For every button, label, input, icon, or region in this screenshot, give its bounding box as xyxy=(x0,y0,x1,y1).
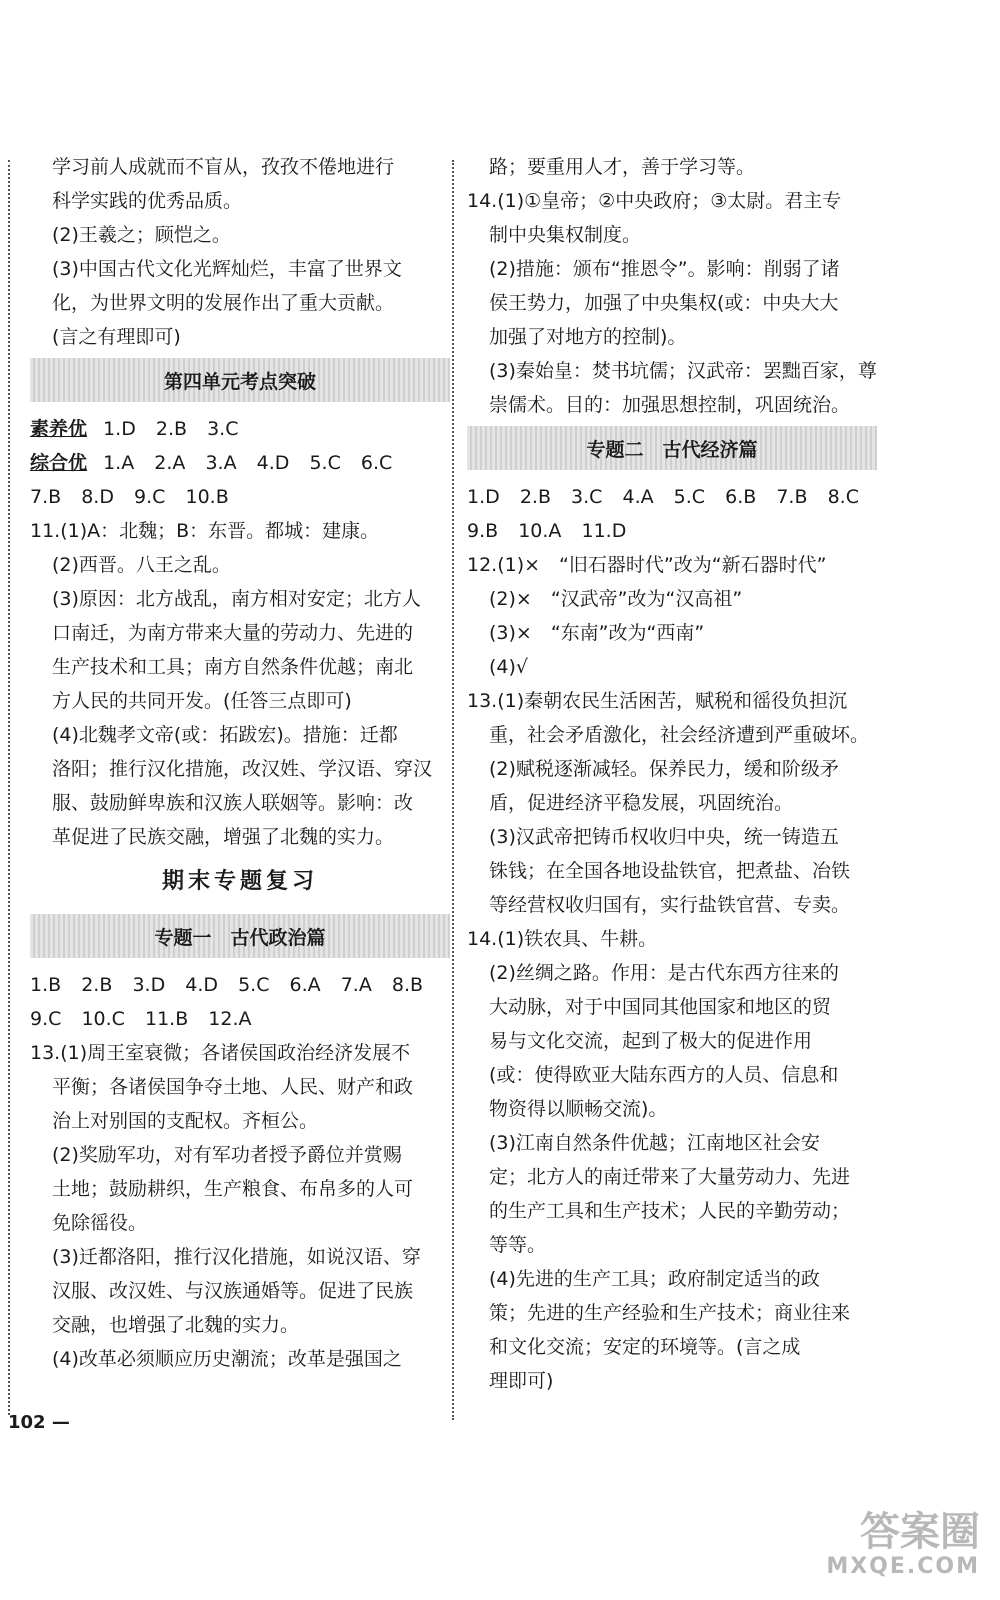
text-line: 土地；鼓励耕织，生产粮食、布帛多的人可 xyxy=(52,1178,414,1200)
text-line: 等等。 xyxy=(489,1234,547,1256)
answer-item: 1.A xyxy=(103,452,135,474)
text-line: 服、鼓励鲜卑族和汉族人联姻等。影响：改 xyxy=(52,792,414,814)
text-line: 汉服、改汉姓、与汉族通婚等。促进了民族 xyxy=(52,1280,414,1302)
text-line: (3)汉武帝把铸币权收归中央，统一铸造五 xyxy=(489,826,839,848)
topic2-answer-row xyxy=(467,480,877,514)
answer-item: 1.D xyxy=(103,418,136,440)
text-line: (3)秦始皇：焚书坑儒；汉武帝：罢黜百家，尊 xyxy=(489,360,877,382)
text-line: 易与文化交流，起到了极大的促进作用 xyxy=(489,1030,813,1052)
left-column xyxy=(30,150,450,1376)
answer-item: 4.A xyxy=(622,486,654,508)
answer-item: 7.B xyxy=(776,486,808,508)
section-heading-topic1 xyxy=(30,914,450,958)
answer-item: 2.B xyxy=(81,974,113,996)
answer-item: 7.B xyxy=(30,486,62,508)
text-line: 等经营权收归国有，实行盐铁官营、专卖。 xyxy=(489,894,851,916)
watermark-url: MXQE.COM xyxy=(826,1554,980,1579)
answer-item: 10.C xyxy=(81,1008,125,1030)
answer-item: 3.D xyxy=(132,974,166,996)
text-line: 14.(1)铁农具、牛耕。 xyxy=(467,928,658,950)
text-line: (2)西晋。八王之乱。 xyxy=(52,554,231,576)
text-line: 加强了对地方的控制)。 xyxy=(489,326,687,348)
text-line: 生产技术和工具；南方自然条件优越；南北 xyxy=(52,656,414,678)
suyang-label: 素养优 xyxy=(30,418,88,440)
answer-item: 8.B xyxy=(391,974,424,996)
answer-item: 8.D xyxy=(81,486,114,508)
answer-item: 5.C xyxy=(238,974,270,996)
text-line: 化，为世界文明的发展作出了重大贡献。 xyxy=(52,292,395,314)
text-line: 物资得以顺畅交流)。 xyxy=(489,1098,668,1120)
answer-item: 2.B xyxy=(519,486,551,508)
text-line: 的生产工具和生产技术；人民的辛勤劳动； xyxy=(489,1200,851,1222)
section-heading-text: 专题一 古代政治篇 xyxy=(154,926,326,949)
suyang-answer-row xyxy=(30,412,450,446)
page-number: 102 — xyxy=(8,1412,70,1433)
text-line: (2)奖励军功，对有军功者授予爵位并赏赐 xyxy=(52,1144,402,1166)
zonghe-answer-row-2 xyxy=(30,480,450,514)
text-line: 策；先进的生产经验和生产技术；商业往来 xyxy=(489,1302,851,1324)
answer-item: 6.B xyxy=(725,486,757,508)
text-line: 方人民的共同开发。(任答三点即可) xyxy=(52,690,352,712)
text-line: 和文化交流；安定的环境等。(言之成 xyxy=(489,1336,801,1358)
left-margin-dotted-line xyxy=(8,160,10,1415)
zonghe-label: 综合优 xyxy=(30,452,88,474)
text-line: 交融，也增强了北魏的实力。 xyxy=(52,1314,300,1336)
text-line: 定；北方人的南迁带来了大量劳动力、先进 xyxy=(489,1166,851,1188)
answer-item: 8.C xyxy=(827,486,859,508)
zonghe-answer-row xyxy=(30,446,450,480)
answer-item: 5.C xyxy=(673,486,706,508)
topic1-answer-row-2 xyxy=(30,1002,450,1036)
text-line: (或：使得欧亚大陆东西方的人员、信息和 xyxy=(489,1064,839,1086)
text-line: 重，社会矛盾激化，社会经济遭到严重破坏。 xyxy=(489,724,870,746)
section-heading-unit4 xyxy=(30,358,450,402)
text-line: 制中央集权制度。 xyxy=(489,224,642,246)
text-line: 路；要重用人才，善于学习等。 xyxy=(489,156,756,178)
text-line: 理即可) xyxy=(489,1370,554,1392)
answer-item: 9.C xyxy=(30,1008,62,1030)
text-line: (4)北魏孝文帝(或：拓跋宏)。措施：迁都 xyxy=(52,724,398,746)
text-line: (4)√ xyxy=(489,656,529,678)
answer-item: 10.B xyxy=(185,486,229,508)
answer-item: 9.B xyxy=(467,520,499,542)
text-line: 治上对别国的支配权。齐桓公。 xyxy=(52,1110,319,1132)
text-line: (3)× “东南”改为“西南” xyxy=(489,622,705,644)
answer-item: 3.C xyxy=(207,418,239,440)
answer-item: 6.A xyxy=(289,974,321,996)
text-line: 13.(1)秦朝农民生活困苦，赋税和徭役负担沉 xyxy=(467,690,848,712)
answer-item: 10.A xyxy=(518,520,562,542)
final-review-title: 期末专题复习 xyxy=(161,869,318,894)
text-line: (4)先进的生产工具；政府制定适当的政 xyxy=(489,1268,820,1290)
text-line: 大动脉，对于中国同其他国家和地区的贸 xyxy=(489,996,832,1018)
answer-item: 4.D xyxy=(256,452,290,474)
text-line: 11.(1)A：北魏；B：东晋。都城：建康。 xyxy=(30,520,380,542)
text-line: 学习前人成就而不盲从，孜孜不倦地进行 xyxy=(52,156,395,178)
text-line: 口南迁，为南方带来大量的劳动力、先进的 xyxy=(52,622,414,644)
text-line: (2)措施：颁布“推恩令”。影响：削弱了诸 xyxy=(489,258,840,280)
section-heading-text: 专题二 古代经济篇 xyxy=(586,438,758,461)
text-line: (2)丝绸之路。作用：是古代东西方往来的 xyxy=(489,962,839,984)
answer-item: 6.C xyxy=(360,452,393,474)
text-line: 科学实践的优秀品质。 xyxy=(52,190,243,212)
text-line: (3)中国古代文化光辉灿烂，丰富了世界文 xyxy=(52,258,402,280)
text-line: (3)江南自然条件优越；江南地区社会安 xyxy=(489,1132,820,1154)
column-divider xyxy=(452,160,454,1420)
text-line: 侯王势力，加强了中央集权(或：中央大大 xyxy=(489,292,839,314)
text-line: (4)改革必须顺应历史潮流；改革是强国之 xyxy=(52,1348,402,1370)
text-line: 盾，促进经济平稳发展，巩固统治。 xyxy=(489,792,794,814)
answer-item: 5.C xyxy=(309,452,341,474)
answer-item: 3.A xyxy=(205,452,237,474)
text-line: (3)迁都洛阳，推行汉化措施，如说汉语、穿 xyxy=(52,1246,421,1268)
answer-item: 4.D xyxy=(185,974,219,996)
text-line: (言之有理即可) xyxy=(52,326,181,348)
text-line: (2)王羲之；顾恺之。 xyxy=(52,224,231,246)
watermark xyxy=(826,1510,980,1579)
text-line: 革促进了民族交融，增强了北魏的实力。 xyxy=(52,826,395,848)
text-line: 12.(1)× “旧石器时代”改为“新石器时代” xyxy=(467,554,827,576)
section-heading-topic2 xyxy=(467,426,877,470)
watermark-logo: 答案圈 xyxy=(860,1509,980,1555)
text-line: 13.(1)周王室衰微；各诸侯国政治经济发展不 xyxy=(30,1042,411,1064)
section-heading-text: 第四单元考点突破 xyxy=(163,370,316,393)
text-line: 平衡；各诸侯国争夺土地、人民、财产和政 xyxy=(52,1076,414,1098)
answer-item: 12.A xyxy=(208,1008,252,1030)
topic2-answer-row-2 xyxy=(467,514,877,548)
answer-item: 1.D xyxy=(467,486,500,508)
text-line: 14.(1)①皇帝；②中央政府；③太尉。君主专 xyxy=(467,190,842,212)
text-line: 崇儒术。目的：加强思想控制，巩固统治。 xyxy=(489,394,851,416)
answer-item: 1.B xyxy=(30,974,62,996)
right-column xyxy=(467,150,877,1398)
text-line: 铢钱；在全国各地设盐铁官，把煮盐、冶铁 xyxy=(489,860,851,882)
answer-item: 9.C xyxy=(134,486,166,508)
answer-item: 11.D xyxy=(581,520,627,542)
text-line: 洛阳；推行汉化措施，改汉姓、学汉语、穿汉 xyxy=(52,758,433,780)
answer-item: 2.B xyxy=(155,418,188,440)
answer-item: 11.B xyxy=(144,1008,189,1030)
text-line: (2)赋税逐渐减轻。保养民力，缓和阶级矛 xyxy=(489,758,839,780)
text-line: (2)× “汉武帝”改为“汉高祖” xyxy=(489,588,743,610)
topic1-answer-row xyxy=(30,968,450,1002)
text-line: 免除徭役。 xyxy=(52,1212,148,1234)
answer-item: 7.A xyxy=(340,974,372,996)
answer-item: 2.A xyxy=(154,452,186,474)
answer-item: 3.C xyxy=(571,486,603,508)
text-line: (3)原因：北方战乱，南方相对安定；北方人 xyxy=(52,588,421,610)
